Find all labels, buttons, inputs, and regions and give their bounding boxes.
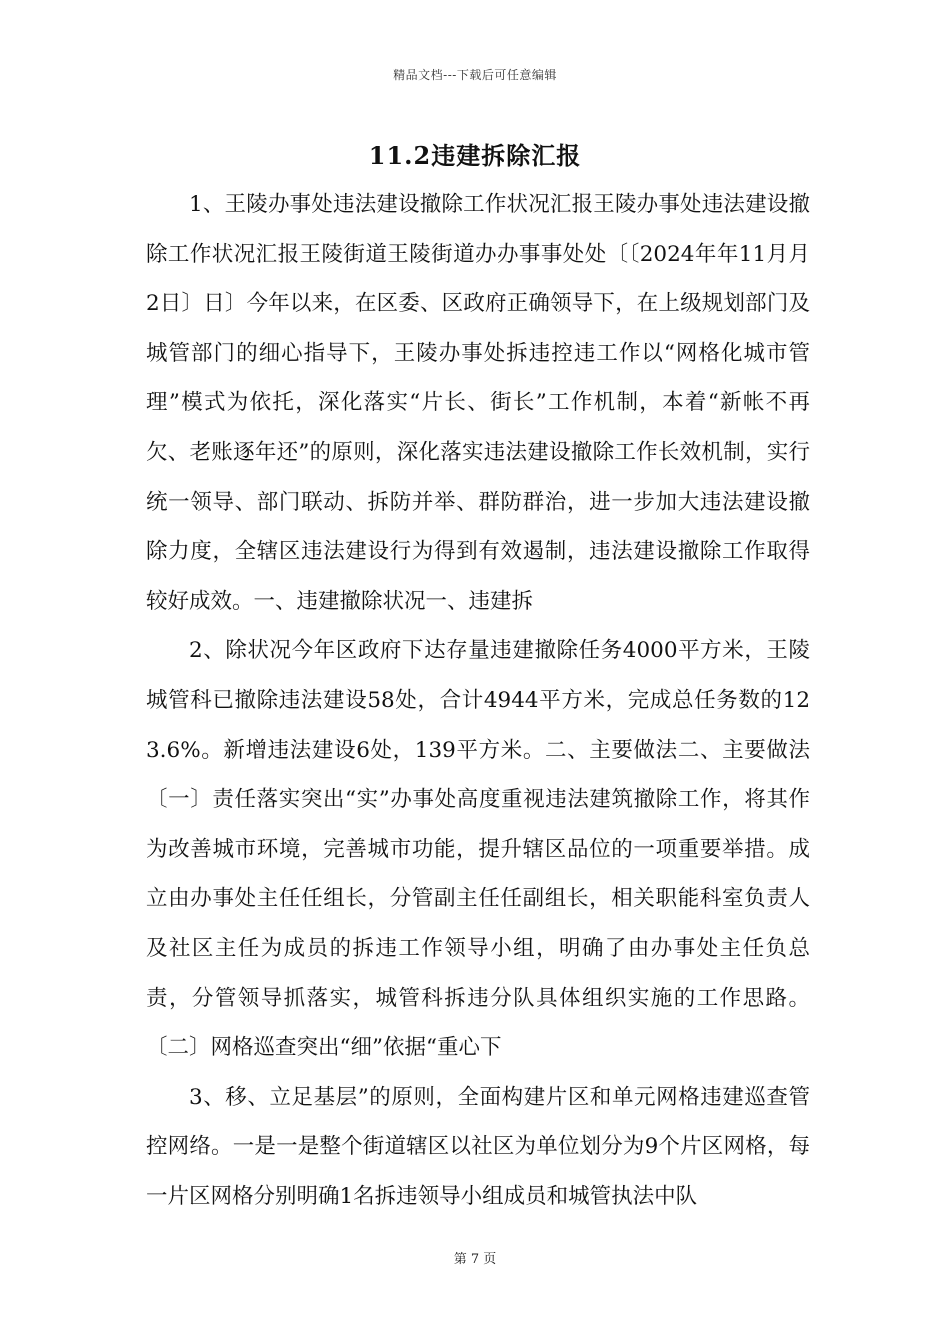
paragraph-3: 3、移、立足基层”的原则，全面构建片区和单元网格违建巡查管控网络。一是一是整个街道辖区以社区为单位划分为9个片区网格，每一片区网格分别明确1名拆违领导小组成员和城管执法中队 <box>146 1084 810 1209</box>
paragraph-2: 2、除状况今年区政府下达存量违建撤除任务4000平方米，王陵城管科已撤除违法建设58处，合计4944平方米，完成总任务数的123.6%。新增违法建设6处，139平方米。二、主要做法二、主要做法〔一〕责任落实突出“实”办事处高度重视违法建筑撤除工作，将其作为改善城市环境，完善城市功能，提升辖区品位的一项重要举措。成立由办事处主任任组长，分管副主任任副组长，相关职能科室负责人及社区主任为成员的拆违工作领导小组，明确了由办事处主任负总责，分管领导抓落实，城管科拆违分队具体组织实施的工作思路。〔二〕网格巡查突出“细”依据“重心下 <box>146 638 810 1061</box>
document-title: 11.2违建拆除汇报 <box>368 141 582 170</box>
document-body <box>146 180 810 1221</box>
page-header: 精品文档---下载后可任意编辑 <box>393 68 557 82</box>
page-number: 第 7 页 <box>453 1252 497 1267</box>
paragraph-1: 1、王陵办事处违法建设撤除工作状况汇报王陵办事处违法建设撤除工作状况汇报王陵街道王陵街道办办事事处处〔〔2024年年11月月2日〕日〕今年以来，在区委、区政府正确领导下，在上级规划部门及城管部门的细心指导下，王陵办事处拆违控违工作以“网格化城市管理”模式为依托，深化落实“片长、街长”工作机制，本着“新帐不再欠、老账逐年还”的原则，深化落实违法建设撤除工作长效机制，实行统一领导、部门联动、拆防并举、群防群治，进一步加大违法建设撤除力度，全辖区违法建设行为得到有效遏制，违法建设撤除工作取得较好成效。一、违建撤除状况一、违建拆 <box>146 192 810 614</box>
